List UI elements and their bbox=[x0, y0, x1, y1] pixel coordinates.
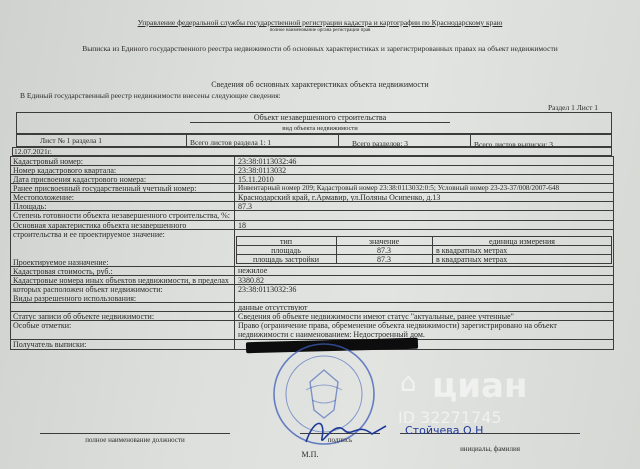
statement-title: Выписка из Единого государственного реестра недвижимости об основных характеристиках и зарегистрированных правах на объект недвижимости bbox=[82, 44, 558, 53]
section-title: Сведения об основных характеристиках объекта недвижимости bbox=[211, 80, 429, 89]
extract-date: 12.07.2021г. bbox=[14, 147, 52, 156]
permitted-value: данные отсутствуют bbox=[238, 303, 308, 312]
total-sections: Всего разделов: 3 bbox=[352, 139, 409, 148]
location-label: Местоположение: bbox=[13, 193, 74, 202]
section-page-ref: Раздел 1 Лист 1 bbox=[548, 103, 599, 112]
divider bbox=[470, 134, 471, 147]
assign-date-label: Дата присвоения кадастрового номера: bbox=[13, 175, 147, 184]
prev-number-value: Инвентарный номер 209; Кадастровый номер 23:38:0113032:0:5; Условный номер 23-23-37/008/2007-648 bbox=[238, 184, 560, 192]
special-value-line1: Право (ограничение права, обременение объекта недвижимости) зарегистрировано на объект bbox=[238, 321, 557, 330]
area-value: 87.3 bbox=[238, 202, 252, 211]
readiness-value: 18 bbox=[238, 221, 246, 230]
char-row1-unit: в квадратных метрах bbox=[436, 246, 508, 255]
cad-number-value: 23:38:0113032:46 bbox=[238, 157, 297, 166]
total-sheets: Всего листов выписки: 3 bbox=[474, 140, 553, 149]
agency-note: полное наименование органа регистрации прав bbox=[269, 28, 371, 33]
agency-name: Управление федеральной службы государственной регистрации кадастра и картографии по Краснодарскому краю bbox=[137, 18, 503, 27]
watermark-brand: циан bbox=[432, 366, 528, 406]
cad-number-label: Кадастровый номер: bbox=[13, 157, 83, 166]
assign-date-value: 15.11.2010 bbox=[238, 175, 274, 184]
total-sheets-section: Всего листов раздела 1: 1 bbox=[190, 138, 272, 147]
signer-name: Стойчева О.Н bbox=[405, 424, 484, 437]
special-label: Особые отметки: bbox=[13, 321, 72, 330]
status-label: Статус записи об объекте недвижимости: bbox=[13, 312, 155, 321]
watermark-id: ID 32271745 bbox=[398, 408, 502, 427]
purpose-label: Проектируемое назначение: bbox=[13, 258, 109, 267]
date-row bbox=[12, 147, 612, 156]
parcel-label-line1: Кадастровые номера иных объектов недвижимости, в пределах bbox=[13, 276, 229, 285]
object-type-note: вид объекта недвижимости bbox=[282, 125, 358, 132]
signature-caption: подпись bbox=[327, 436, 353, 444]
cost-label: Кадастровая стоимость, руб.: bbox=[13, 267, 113, 276]
special-value-line2: недвижимости с наименованием: Недостроенный дом. bbox=[238, 330, 425, 339]
char-row2-value: 87.3 bbox=[377, 255, 391, 264]
divider bbox=[338, 134, 339, 147]
permitted-label: Виды разрешенного использования: bbox=[13, 294, 137, 303]
object-type: Объект незавершенного строительства bbox=[253, 113, 387, 122]
purpose-value: нежилое bbox=[238, 266, 268, 275]
divider bbox=[186, 134, 187, 147]
main-char-label-line2: строительства и ее проектируемое значение: bbox=[13, 230, 165, 239]
section-intro: В Единый государственный реестр недвижимости внесены следующие сведения: bbox=[20, 91, 281, 100]
sheet-number: Лист № 1 раздела 1 bbox=[40, 136, 102, 145]
cost-value: 3380.82 bbox=[238, 276, 264, 285]
parcel-label-line2: которых расположен объект недвижимости: bbox=[13, 285, 163, 294]
status-value: Сведения об объекте недвижимости имеют статус "актуальные, ранее учтенные" bbox=[238, 312, 514, 321]
watermark-logo-icon: ⌂ bbox=[400, 368, 417, 398]
quarter-value: 23:38:0113032 bbox=[238, 166, 287, 175]
recipient-label: Получатель выписки: bbox=[13, 340, 87, 349]
position-caption: полное наименование должности bbox=[85, 436, 185, 444]
position-line bbox=[40, 433, 230, 434]
char-row1-value: 87.3 bbox=[377, 246, 391, 255]
char-header-value: значение bbox=[368, 237, 400, 246]
char-header-unit: единица измерения bbox=[489, 237, 555, 246]
handwritten-signature bbox=[300, 412, 390, 452]
char-row1-type: площадь bbox=[271, 246, 301, 255]
char-header-type: тип bbox=[279, 237, 293, 246]
name-caption: инициалы, фамилия bbox=[460, 445, 520, 453]
seal-caption: М.П. bbox=[301, 450, 319, 459]
main-char-label-line1: Основная характеристика объекта незавершенного bbox=[13, 221, 187, 230]
char-row2-type: площадь застройки bbox=[252, 255, 319, 264]
location-value: Краснодарский край, г.Армавир, ул.Поляны Осипенко, д.13 bbox=[238, 193, 441, 202]
prev-number-label: Ранее присвоенный государственный учетный номер: bbox=[13, 184, 197, 193]
area-label: Площадь: bbox=[13, 202, 47, 211]
object-type-underline bbox=[190, 122, 450, 123]
parcel-value: 23:38:0113032:36 bbox=[238, 285, 297, 294]
char-row2-unit: в квадратных метрах bbox=[436, 255, 508, 264]
readiness-label: Степень готовности объекта незавершенного строительства, %: bbox=[13, 211, 231, 220]
quarter-label: Номер кадастрового квартала: bbox=[13, 166, 117, 175]
